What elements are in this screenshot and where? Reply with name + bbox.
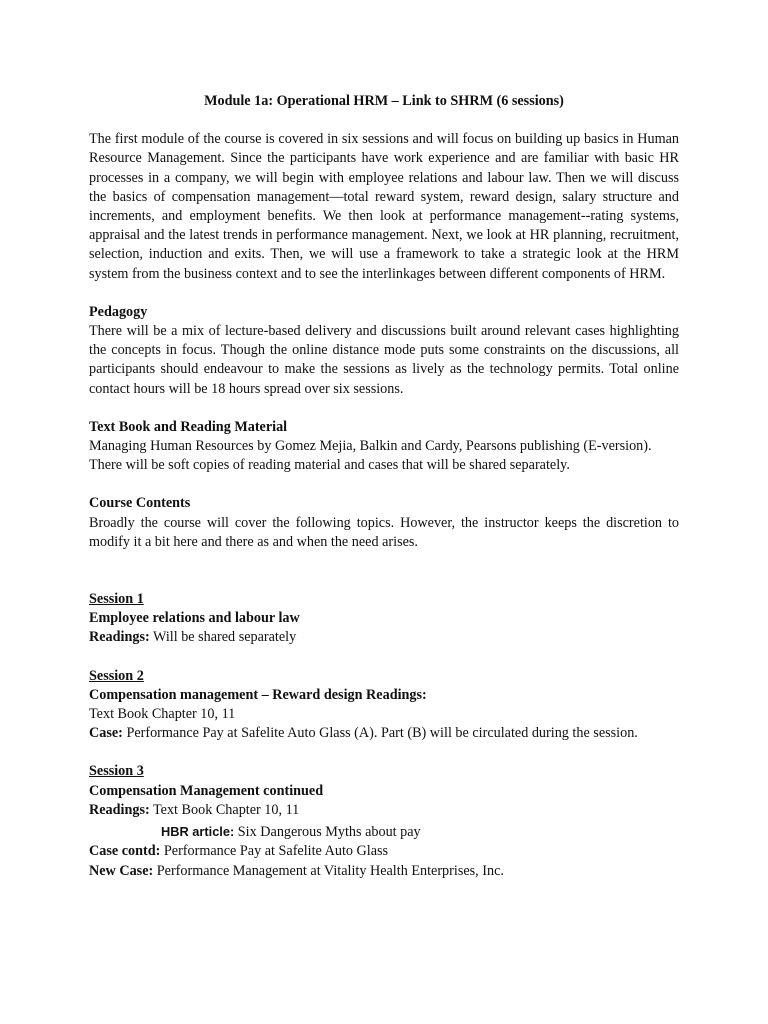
readings-value: Will be shared separately: [149, 629, 297, 646]
textbook-section: [89, 418, 679, 476]
session-3-new-case: [89, 862, 679, 881]
case-contd-value: Performance Pay at Safelite Auto Glass: [160, 843, 389, 860]
case-value: Performance Pay at Safelite Auto Glass (A). Part (B) will be circulated during the session.: [122, 725, 638, 742]
session-2-block: [89, 667, 679, 744]
textbook-line-1: Managing Human Resources by Gomez Mejia, Balkin and Cardy, Pearsons publishing (E-version).: [89, 438, 652, 455]
pedagogy-section: [89, 303, 679, 399]
contents-paragraph: Broadly the course will cover the following topics. However, the instructor keeps the discretion to modify it a bit here and there as and when the need arises.: [89, 514, 679, 550]
module-title: Module 1a: Operational HRM – Link to SHRM (6 sessions): [204, 93, 564, 109]
document-page: [89, 92, 679, 881]
session-1-title: Session 1: [89, 591, 144, 608]
pedagogy-heading: Pedagogy: [89, 303, 148, 320]
session-1-topic: Employee relations and labour law: [89, 610, 300, 627]
new-case-label: New Case:: [89, 862, 154, 879]
readings-label: Readings:: [89, 801, 150, 818]
hbr-label: HBR article:: [161, 824, 235, 840]
session-2-title: Session 2: [89, 667, 144, 684]
textbook-line-2: There will be soft copies of reading material and cases that will be shared separately.: [89, 457, 570, 474]
session-3-readings: [89, 801, 679, 820]
session-3-case-contd: [89, 842, 679, 861]
session-1-readings: [89, 628, 679, 647]
readings-value: Text Book Chapter 10, 11: [149, 801, 300, 818]
session-3-block: [89, 762, 679, 880]
case-label: Case:: [89, 725, 123, 742]
session-2-topic: Compensation management – Reward design Readings:: [89, 686, 427, 703]
session-2-textbook: Text Book Chapter 10, 11: [89, 706, 236, 723]
session-3-hbr-article: [89, 822, 679, 842]
session-2-case: [89, 724, 679, 743]
contents-section: [89, 494, 679, 552]
session-3-title: Session 3: [89, 763, 144, 780]
pedagogy-paragraph: There will be a mix of lecture-based delivery and discussions built around relevant cases highlighting the concepts in focus. Though the online distance mode puts some constraints on the discussions, all participants should endeavour to make the sessions as lively as the technology permits. Total online contact hours will be 18 hours spread over six sessions.: [89, 323, 679, 397]
hbr-value: Six Dangerous Myths about pay: [234, 824, 421, 841]
intro-paragraph: The first module of the course is covered in six sessions and will focus on building up basics in Human Resource Management. Since the participants have work experience and are familiar with basic HR processes in a company, we will begin with employee relations and labour law. Then we will discuss the basics of compensation management—total reward system, reward design, salary structure and increments, and employment benefits. We then look at performance management--rating systems, appraisal and the latest trends in performance management. Next, we look at HR planning, recruitment, selection, induction and exits. Then, we will use a framework to take a strategic look at the HRM system from the business context and to see the interlinkages between different components of HRM.: [89, 131, 679, 282]
case-contd-label: Case contd:: [89, 843, 161, 860]
textbook-heading: Text Book and Reading Material: [89, 418, 288, 435]
contents-heading: Course Contents: [89, 495, 191, 512]
readings-label: Readings:: [89, 629, 150, 646]
session-1-block: [89, 590, 679, 648]
new-case-value: Performance Management at Vitality Health Enterprises, Inc.: [153, 862, 504, 879]
session-3-topic: Compensation Management continued: [89, 782, 324, 799]
